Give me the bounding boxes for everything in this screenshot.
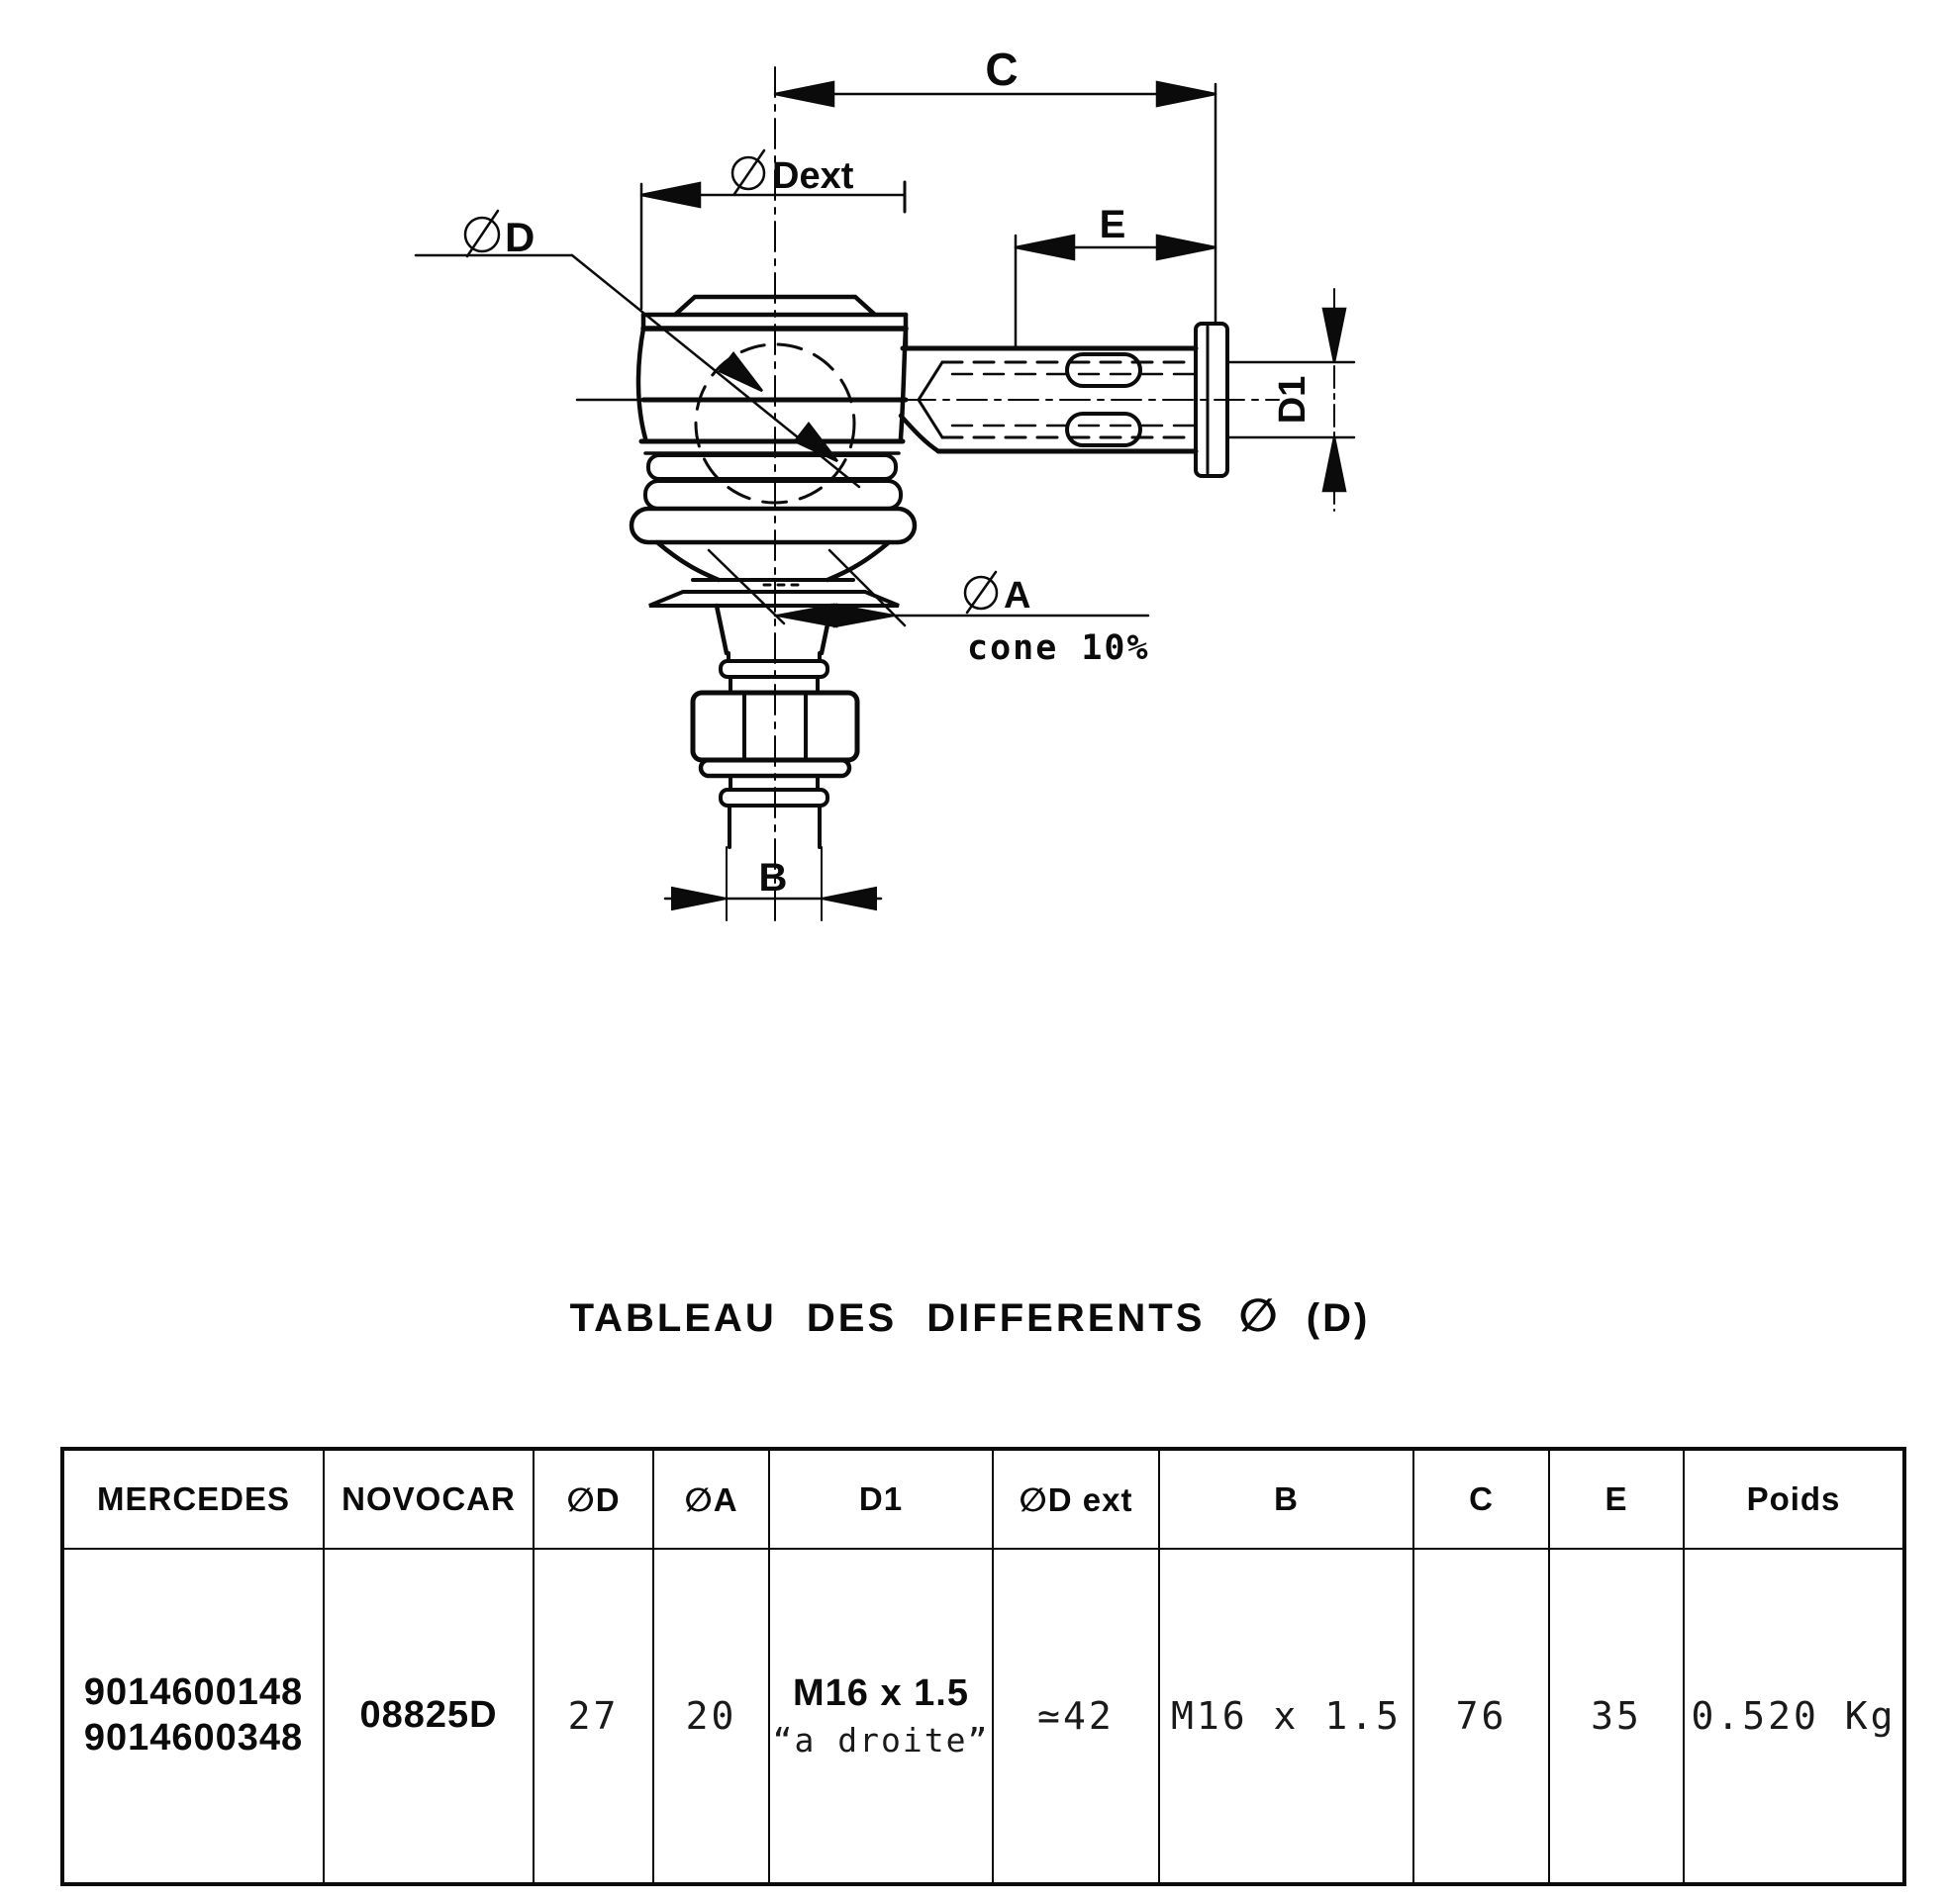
label-b: B xyxy=(758,856,788,900)
tube-slot-top xyxy=(1067,354,1140,386)
label-dext: Dext xyxy=(772,155,854,197)
housing-body xyxy=(638,329,906,438)
table-title xyxy=(495,1288,1445,1342)
header-poids: Poids xyxy=(1685,1451,1902,1550)
mercedes-ref-1: 9014600148 xyxy=(83,1671,304,1714)
label-cone: cone 10% xyxy=(967,628,1150,668)
diameter-symbol: ∅ xyxy=(1238,1289,1281,1341)
label-d1: D1 xyxy=(1272,375,1313,425)
table-title-text: TABLEAU DES DIFFERENTS xyxy=(569,1296,1206,1340)
cell-c: 76 xyxy=(1414,1550,1550,1882)
spec-table-header-row xyxy=(64,1451,1902,1550)
header-novocar: NOVOCAR xyxy=(325,1451,535,1550)
dimension-c xyxy=(775,82,1216,324)
tube-slot-bottom xyxy=(1067,414,1140,445)
socket-tube xyxy=(901,329,1196,451)
dimension-d-leader xyxy=(416,211,859,487)
header-dia-dext: ∅D ext xyxy=(994,1451,1160,1550)
cell-dia-dext: ≃42 xyxy=(994,1550,1160,1882)
mercedes-ref-2: 9014600348 xyxy=(83,1717,304,1759)
cell-b: M16 x 1.5 xyxy=(1160,1550,1414,1882)
header-dia-a: ∅A xyxy=(654,1451,770,1550)
header-b: B xyxy=(1160,1451,1414,1550)
spec-table-data-row xyxy=(64,1550,1902,1882)
header-mercedes: MERCEDES xyxy=(64,1451,325,1550)
label-d: D xyxy=(505,214,535,260)
boot-bellows xyxy=(632,441,915,606)
label-e: E xyxy=(1099,203,1126,246)
label-a: A xyxy=(1004,575,1031,617)
header-c: C xyxy=(1414,1451,1550,1550)
header-d1: D1 xyxy=(770,1451,994,1550)
d1-thread: M16 x 1.5 xyxy=(793,1672,969,1715)
cell-e: 35 xyxy=(1550,1550,1685,1882)
dimension-e xyxy=(1016,236,1216,348)
cell-dia-d: 27 xyxy=(535,1550,654,1882)
header-dia-d: ∅D xyxy=(535,1451,654,1550)
cell-mercedes-refs xyxy=(64,1550,325,1882)
label-c: C xyxy=(985,44,1019,95)
header-e: E xyxy=(1550,1451,1685,1550)
cell-poids: 0.520 Kg xyxy=(1691,1694,1896,1738)
d1-note: “a droite” xyxy=(772,1721,990,1760)
cell-novocar-ref: 08825D xyxy=(325,1550,535,1882)
spec-table xyxy=(60,1447,1906,1886)
cell-dia-a: 20 xyxy=(654,1550,770,1882)
table-title-suffix: (D) xyxy=(1306,1296,1371,1340)
cell-d1 xyxy=(770,1550,994,1882)
